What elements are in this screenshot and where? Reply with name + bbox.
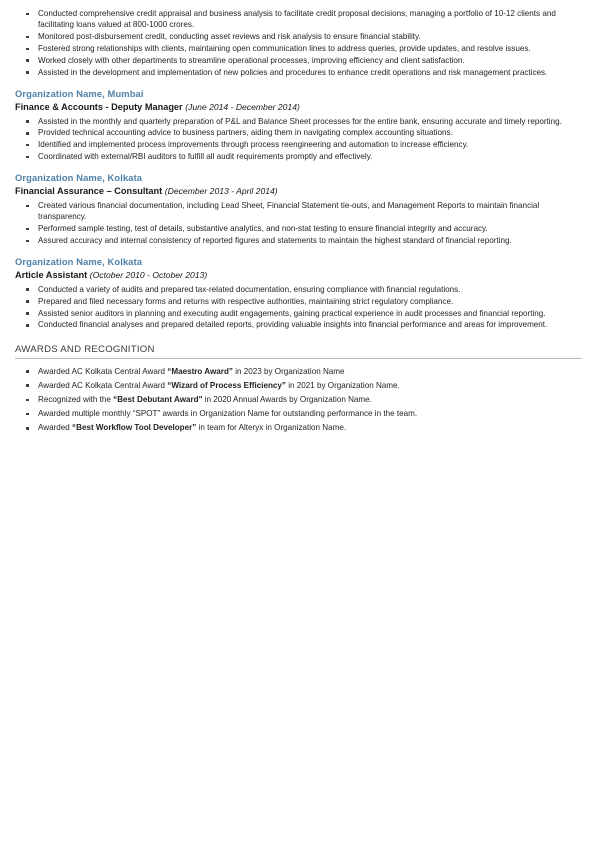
list-item: Performed sample testing, test of details, substantive analytics, and non-stat testing to ensure financial integrity and accuracy. [15, 223, 583, 234]
organization-name: Organization Name, Kolkata [15, 172, 143, 184]
award-name: “Wizard of Process Efficiency” [167, 380, 286, 390]
list-item: Fostered strong relationships with clients, maintaining open communication lines to address queries, provide updates, and resolve issues. [15, 43, 583, 54]
award-text-after: in team for Alteryx in Organization Name. [196, 423, 347, 433]
role-dates: (October 2010 - October 2013) [89, 270, 208, 281]
award-text-before: Awarded AC Kolkata Central Award [38, 380, 168, 390]
list-item: Assured accuracy and internal consistency of reported figures and statements to maintain the highest standard of financial reporting. [15, 235, 583, 246]
list-item: Provided technical accounting advice to business partners, aiding them in navigating complex accounting situations. [15, 127, 583, 138]
awards-and-recognition-section [15, 343, 583, 434]
role-dates: (December 2013 - April 2014) [164, 186, 278, 197]
award-name: “Maestro Award” [167, 366, 233, 376]
list-item: Assisted senior auditors in planning and executing audit engagements, gaining practical experience in audit processes and financial reporting. [15, 308, 583, 319]
list-item: Assisted in the development and implementation of new policies and procedures to enhance credit operations and risk management practices. [15, 67, 583, 78]
award-item [15, 422, 583, 434]
award-text-after: in 2020 Annual Awards by Organization Name. [202, 395, 372, 405]
award-text-before: Recognized with the [38, 395, 114, 405]
list-item: Monitored post-disbursement credit, conducting asset reviews and risk analysis to ensure financial stability. [15, 31, 583, 42]
list-item: Conducted comprehensive credit appraisal and business analysis to facilitate credit proposal decisions, managing a portfolio of 10-12 clients and facilitating loans valued at 800-1000 crores. [15, 8, 583, 31]
experience-section [15, 87, 583, 331]
award-item [15, 408, 583, 420]
list-item: Prepared and filed necessary forms and returns with respective authorities, maintaining strict regulatory compliance. [15, 296, 583, 307]
list-item: Conducted financial analyses and prepared detailed reports, providing valuable insights into financial performance and areas for improvement. [15, 319, 583, 330]
responsibilities-list [15, 116, 583, 163]
award-text-before: Awarded AC Kolkata Central Award [38, 366, 168, 376]
experience-entry [15, 171, 583, 246]
role-dates: (June 2014 - December 2014) [185, 102, 300, 113]
role-line [15, 101, 583, 114]
role-title: Finance & Accounts - Deputy Manager [15, 102, 183, 113]
list-item: Conducted a variety of audits and prepared tax-related documentation, ensuring compliance with financial regulations. [15, 284, 583, 295]
organization-name: Organization Name, Mumbai [15, 88, 144, 100]
experience-entry [15, 87, 583, 162]
award-name: “Best Debutant Award" [113, 395, 203, 405]
responsibilities-list [15, 284, 583, 331]
list-item: Identified and implemented process improvements through process reengineering and automation to increase efficiency. [15, 139, 583, 150]
role-title: Financial Assurance – Consultant [15, 186, 163, 197]
list-item: Coordinated with external/RBI auditors to fulfill all audit requirements promptly and effectively. [15, 151, 583, 162]
list-item: Created various financial documentation, including Lead Sheet, Financial Statement tie-outs, and Management Reports to maintain financial transparency. [15, 200, 583, 223]
top-responsibilities-list [15, 8, 583, 78]
organization-name: Organization Name, Kolkata [15, 256, 143, 268]
section-heading-awards: AWARDS AND RECOGNITION [15, 343, 155, 355]
award-item [15, 380, 583, 392]
award-item [15, 366, 583, 378]
list-item: Worked closely with other departments to streamline operational processes, improving efficiency and client satisfaction. [15, 55, 583, 66]
award-text-after: in 2023 by Organization Name [232, 366, 345, 376]
award-text-after: in 2021 by Organization Name. [285, 380, 400, 390]
responsibilities-list [15, 200, 583, 246]
role-title: Article Assistant [15, 270, 88, 281]
list-item: Assisted in the monthly and quarterly preparation of P&L and Balance Sheet processes for the entire bank, ensuring accurate and timely reporting. [15, 116, 583, 127]
award-text-before: Awarded [38, 423, 73, 433]
role-line [15, 185, 583, 198]
award-text-before: Awarded multiple monthly “SPOT” awards in Organization Name for outstanding performance in the team. [38, 409, 418, 419]
section-divider [15, 358, 582, 359]
awards-list [15, 366, 583, 434]
award-item [15, 394, 583, 406]
award-name: “Best Workflow Tool Developer” [72, 423, 197, 433]
role-line [15, 269, 583, 282]
experience-entry [15, 255, 583, 330]
